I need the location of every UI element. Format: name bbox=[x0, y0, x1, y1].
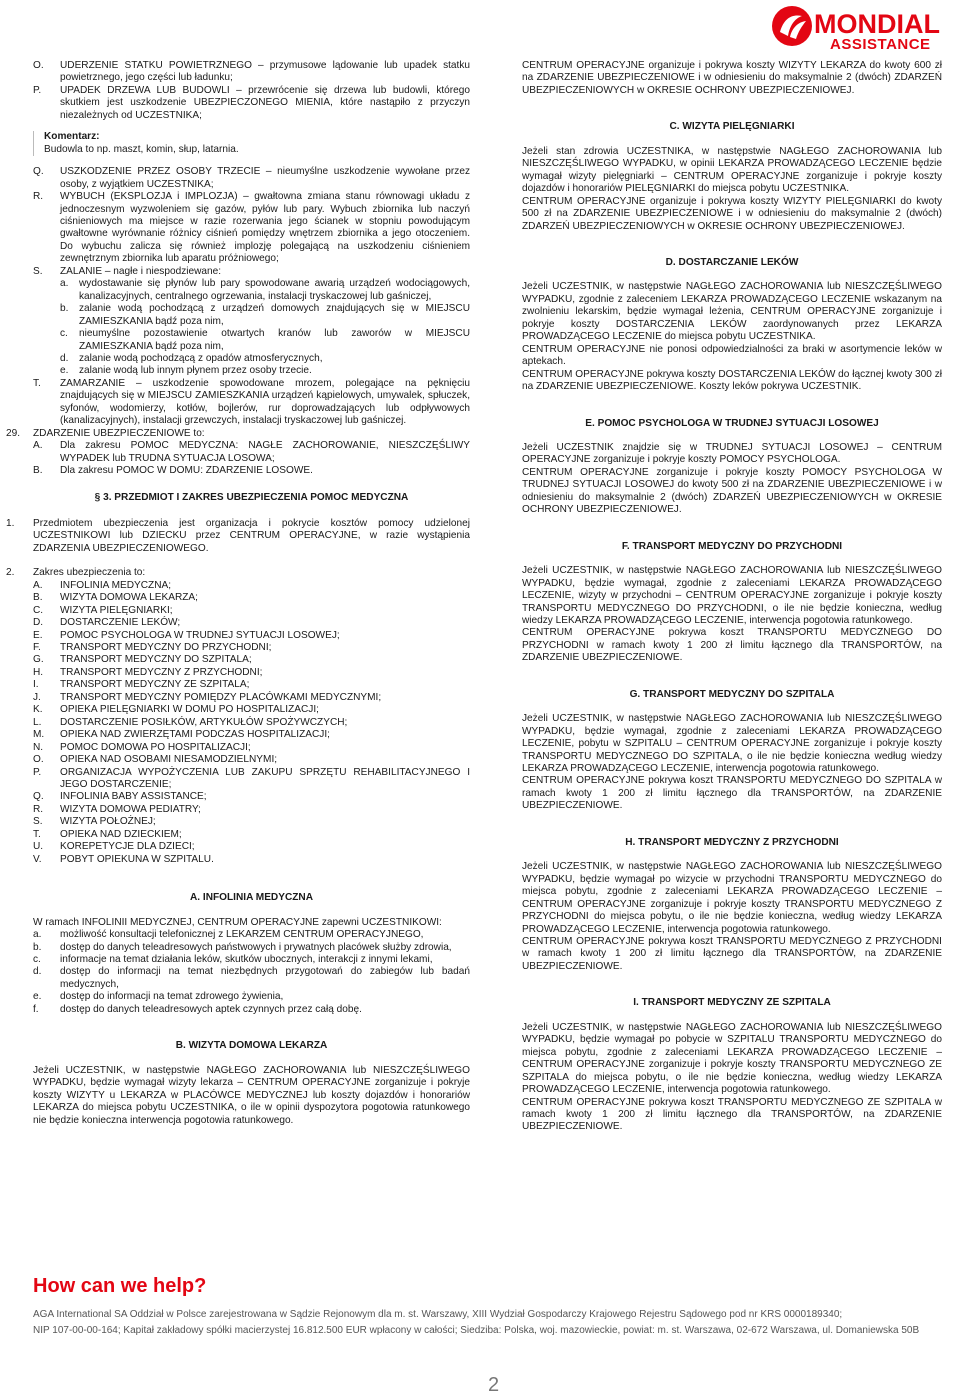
paragraph: CENTRUM OPERACYJNE zorganizuje i pokryje koszty POMOCY PSYCHOLOGA W TRUDNEJ SYTUACJI LOSOWEJ do kwoty 500 zł na ZDARZENIE UBEZPIECZENIOWE i w odniesieniu do maksymalnie 2 (dwóch) ZDARZEŃ UBEZPIECZENIOWYCH w OKRESIE OCHRONY UBEZPIECZENIOWEJ. bbox=[522, 466, 942, 516]
section-heading: G. TRANSPORT MEDYCZNY DO SZPITALA bbox=[629, 688, 835, 700]
paragraph: CENTRUM OPERACYJNE pokrywa koszt TRANSPORTU MEDYCZNEGO DO SZPITALA w ramach kwoty 1 200 zł limitu łącznego dla TRANSPORTÓW, na ZDARZENIE UBEZPIECZENIOWE. bbox=[522, 775, 942, 812]
list-item-marker: A. bbox=[33, 579, 43, 591]
list-item: c. nieumyślne pozostawienie otwartych kranów lub zaworów w MIEJSCU ZAMIESZKANIA bądź poza nim, bbox=[60, 328, 470, 352]
list-item-text: POBYT OPIEKUNA W SZPITALU. bbox=[60, 853, 214, 865]
help-heading: How can we help? bbox=[33, 1275, 207, 1297]
list-item-marker: T. bbox=[33, 828, 41, 840]
list-item bbox=[33, 841, 470, 853]
brand-name-line1: MONDIAL bbox=[814, 9, 940, 39]
list-item: 2. Zakres ubezpieczenia to: bbox=[6, 567, 146, 579]
brand-name-line2: ASSISTANCE bbox=[830, 36, 931, 53]
list-item bbox=[33, 829, 470, 841]
list-item-marker: d. bbox=[33, 966, 42, 978]
list-item-marker: H. bbox=[33, 666, 44, 678]
list-item-text: dostęp do danych teleadresowych aptek czynnych przez całą dobę. bbox=[60, 1003, 362, 1015]
list-item: b. zalanie wodą pochodzącą z urządzeń domowych znajdujących się w MIEJSCU ZAMIESZKANIA bądź poza nim, bbox=[60, 303, 470, 327]
list-item-text: TRANSPORT MEDYCZNY ZE SZPITALA; bbox=[60, 679, 250, 691]
list-item-marker: O. bbox=[33, 754, 44, 766]
paragraph: CENTRUM OPERACYJNE pokrywa koszty DOSTARCZENIA LEKÓW do łącznej kwoty 300 zł na ZDARZENIE UBEZPIECZENIOWE. Koszty leków pokrywa UCZESTNIK. bbox=[522, 368, 942, 393]
section-heading: I. TRANSPORT MEDYCZNY ZE SZPITALA bbox=[633, 997, 831, 1009]
list-item bbox=[33, 605, 470, 617]
paragraph: Jeżeli UCZESTNIK znajdzie się w TRUDNEJ SYTUACJI LOSOWEJ – CENTRUM OPERACYJNE zorganizuje i pokryje koszty POMOCY PSYCHOLOGA. bbox=[522, 441, 942, 466]
paragraph: CENTRUM OPERACYJNE organizuje i pokrywa koszty WIZYTY PIELĘGNIARKI do kwoty 500 zł na ZDARZENIE UBEZPIECZENIOWE i w odniesieniu do maksymalnie 2 (dwóch) ZDARZEŃ UBEZPIECZENIOWYCH w OKRESIE OCHRONY UBEZPIECZENIOWEJ. bbox=[522, 195, 942, 232]
list-item-text: dostęp do informacji na temat niezbędnych przygotowań do zabiegów lub badań medycznych, bbox=[60, 966, 470, 990]
list-item-text: DOSTARCZENIE POSIŁKÓW, ARTYKUŁÓW SPOŻYWCZYCH; bbox=[60, 716, 348, 728]
list-item-marker: C. bbox=[33, 604, 44, 616]
list-item-marker: S. bbox=[33, 816, 43, 828]
list-item: e. zalanie wodą lub innym płynem przez osoby trzecie. bbox=[60, 365, 312, 377]
list-item bbox=[33, 767, 470, 792]
list-item: 29. ZDARZENIE UBEZPIECZENIOWE to: bbox=[6, 427, 205, 439]
list-item-marker: J. bbox=[33, 691, 41, 703]
list-item-marker: V. bbox=[33, 853, 42, 865]
list-item bbox=[33, 742, 470, 754]
paragraph: Jeżeli stan zdrowia UCZESTNIKA, w następstwie NAGŁEGO ZACHOROWANIA lub NIESZCZĘŚLIWEGO WYPADKU, w opinii LEKARZA PROWADZĄCEGO LECZENIE będzie wymagał wizyty pielęgniarki – CENTRUM OPERACYJNE zorganizuje i pokryje koszty dojazdów i honorariów PIELĘGNIARKI do miejsca pobytu UCZESTNIKA. bbox=[522, 145, 942, 195]
list-item-marker: L. bbox=[33, 716, 42, 728]
list-item: P. UPADEK DRZEWA LUB BUDOWLI – przewrócenie się drzewa lub budowli, którego skutkiem jest uszkodzenie UBEZPIECZONEGO MIENIA, które nastąpiło z przyczyn niezależnych od UCZESTNIKA; bbox=[33, 84, 470, 121]
list-item-text: WIZYTA POŁOŻNEJ; bbox=[60, 816, 156, 828]
list-item-text: TRANSPORT MEDYCZNY Z PRZYCHODNI; bbox=[60, 666, 263, 678]
list-item bbox=[33, 692, 470, 704]
list-item-text: ORGANIZACJA WYPOŻYCZENIA LUB ZAKUPU SPRZĘTU REHABILITACYJNEGO I JEGO DOSTARCZENIE; bbox=[60, 766, 470, 791]
list-item-text: informacje na temat działania leków, skutków ubocznych, interakcji z innymi lekami, bbox=[60, 954, 433, 965]
paragraph: Jeżeli UCZESTNIK, w następstwie NAGŁEGO ZACHOROWANIA lub NIESZCZĘŚLIWEGO WYPADKU, będzie wymagał po wizycie w przychodni TRANSPORTU MEDYCZNEGO do miejsca pobytu, zgodnie z zaleceniami LEKARZA PROWADZĄCEGO LECZENIE – CENTRUM OPERACYJNE zorganizuje i pokryje koszty TRANSPORTU MEDYCZNEGO Z PRZYCHODNI do miejsca pobytu, o ile nie będzie konieczna, według wiedzy LEKARZA PROWADZĄCEGO LECZENIE, interwencja pogotowia ratunkowego. bbox=[522, 861, 942, 935]
list-item-marker: B. bbox=[33, 592, 43, 604]
list-item bbox=[33, 954, 470, 966]
list-item-text: możliwość konsultacji telefonicznej z LEKARZEM CENTRUM OPERACYJNEGO, bbox=[60, 929, 424, 941]
list-item-marker: R. bbox=[33, 803, 44, 815]
list-item-text: OPIEKA NAD ZWIERZĘTAMI PODCZAS HOSPITALIZACJI; bbox=[60, 729, 330, 741]
list-item bbox=[33, 704, 470, 716]
list-item: S. ZALANIE – nagłe i niespodziewane: bbox=[33, 265, 222, 277]
list-item-marker: I. bbox=[33, 679, 39, 691]
list-item-text: dostęp do danych teleadresowych państwowych i prywatnych placówek służby zdrowia, bbox=[60, 941, 452, 953]
paragraph: W ramach INFOLINII MEDYCZNEJ, CENTRUM OPERACYJNE zapewni UCZESTNIKOWI: bbox=[33, 916, 442, 928]
list-item bbox=[33, 942, 470, 954]
list-item: A. Dla zakresu POMOC MEDYCZNA: NAGŁE ZACHOROWANIE, NIESZCZĘŚLIWY WYPADEK lub TRUDNA SYTUACJA LOSOWA; bbox=[33, 440, 470, 464]
list-item bbox=[33, 854, 470, 866]
list-item-marker: F. bbox=[33, 642, 41, 654]
list-item-text: OPIEKA PIELĘGNIARKI W DOMU PO HOSPITALIZACJI; bbox=[60, 704, 319, 716]
section-heading: F. TRANSPORT MEDYCZNY DO PRZYCHODNI bbox=[621, 540, 843, 552]
section-heading: C. WIZYTA PIELĘGNIARKI bbox=[669, 121, 795, 133]
list-item-marker: N. bbox=[33, 741, 44, 753]
list-item-marker: G. bbox=[33, 654, 44, 666]
list-item bbox=[33, 679, 470, 691]
list-item-marker: c. bbox=[33, 954, 41, 965]
list-item bbox=[33, 667, 470, 679]
list-item-marker: e. bbox=[33, 991, 42, 1003]
list-item-text: TRANSPORT MEDYCZNY DO PRZYCHODNI; bbox=[60, 642, 272, 654]
infoline-list bbox=[33, 929, 470, 1016]
scope-list bbox=[33, 580, 470, 866]
paragraph: Jeżeli UCZESTNIK, w następstwie NAGŁEGO ZACHOROWANIA lub NIESZCZĘŚLIWEGO WYPADKU, zgodnie z zaleceniem LEKARZA PROWADZĄCEGO LECZENIE wskazanym na zwolnieniu lekarskim, będzie wymagał leżenia, CENTRUM OPERACYJNE zorganizuje i pokryje koszty DOSTARCZENIA LEKÓW zaordynowanych przez LEKARZA PROWADZĄCEGO LECZENIE do miejsca pobytu UCZESTNIKA. bbox=[522, 281, 942, 343]
list-item-text: OPIEKA NAD OSOBAMI NIESAMODZIELNYMI; bbox=[60, 754, 278, 766]
list-item-marker: a. bbox=[33, 929, 42, 941]
list-item: Q. USZKODZENIE PRZEZ OSOBY TRZECIE – nieumyślne uszkodzenie wywołane przez osoby, z wyjątkiem UCZESTNIKA; bbox=[33, 166, 470, 190]
section-heading: B. WIZYTA DOMOWA LEKARZA bbox=[175, 1040, 328, 1052]
page-number: 2 bbox=[488, 1374, 500, 1396]
mondial-assistance-logo bbox=[770, 4, 955, 54]
list-item: T. ZAMARZANIE – uszkodzenie spowodowane mrozem, polegające na pęknięciu znajdujących się w MIEJSCU ZAMIESZKANIA urządzeń kąpielowych, umywalek, spłuczek, syfonów, wodomierzy, kotłów, bojlerów, rur doprowadzających lub odpływowych (kanalizacyjnych), instalacji grzewczych, instalacji tryskaczowej lub gaśniczej. bbox=[33, 377, 470, 427]
legal-line: NIP 107-00-00-164; Kapitał zakładowy spółki macierzystej 16.812.500 EUR wpłacony w całości; Siedziba: Polska, woj. mazowieckie, powiat: m. st. Warszawa, 02-672 Warszawa, ul. Domaniewska 50B bbox=[33, 1325, 920, 1336]
list-item-text: TRANSPORT MEDYCZNY POMIĘDZY PLACÓWKAMI MEDYCZNYMI; bbox=[60, 691, 382, 703]
list-item-marker: K. bbox=[33, 704, 43, 716]
list-item-text: OPIEKA NAD DZIECKIEM; bbox=[60, 828, 182, 840]
list-item-marker: M. bbox=[33, 729, 45, 741]
section-heading: A. INFOLINIA MEDYCZNA bbox=[190, 892, 313, 904]
list-item-marker: P. bbox=[33, 766, 42, 778]
list-item bbox=[33, 1004, 470, 1016]
list-item-marker: f. bbox=[33, 1003, 39, 1015]
list-item bbox=[33, 580, 470, 592]
list-item bbox=[33, 929, 470, 941]
list-item-marker: b. bbox=[33, 941, 42, 953]
left-column bbox=[6, 60, 470, 1127]
list-item-text: WIZYTA DOMOWA PEDIATRY; bbox=[60, 803, 201, 815]
list-item: R. WYBUCH (EKSPLOZJA i IMPLOZJA) – gwałtowna zmiana stanu równowagi układu z jednoczesnym wyzwoleniem się gazów, pyłów lub pary. Wybuch zbiornika lub naczyń ciśnieniowych ma miejsce w razie rozerwania jego ścianek w stopniu powodującym gwałtowne wyrównanie różnicy ciśnień pomiędzy wnętrzem zbiornika a jego otoczeniem. Do wybuchu zalicza się również implozję polegającą na uszkodzeniu ciśnieniem zewnętrznym zbiornika lub aparatu próżniowego; bbox=[33, 191, 470, 265]
list-item-text: dostęp do informacji na temat zdrowego żywienia, bbox=[60, 991, 284, 1003]
section-heading: E. POMOC PSYCHOLOGA W TRUDNEJ SYTUACJI LOSOWEJ bbox=[585, 417, 879, 429]
list-item bbox=[33, 754, 470, 766]
list-item bbox=[33, 816, 470, 828]
paragraph: CENTRUM OPERACYJNE nie ponosi odpowiedzialności za braki w asortymencie leków w aptekach. bbox=[522, 343, 942, 368]
list-item: B. Dla zakresu POMOC W DOMU: ZDARZENIE LOSOWE. bbox=[33, 465, 313, 477]
list-item-text: DOSTARCZENIE LEKÓW; bbox=[60, 617, 181, 629]
paragraph: Jeżeli UCZESTNIK, w następstwie NAGŁEGO ZACHOROWANIA lub NIESZCZĘŚLIWEGO WYPADKU, będzie wymagał, zgodnie z zaleceniami LEKARZA PROWADZĄCEGO LECZENIE, pobytu w SZPITALU – CENTRUM OPERACYJNE zorganizuje i pokryje koszty TRANSPORTU MEDYCZNEGO DO SZPITALA, o ile nie będzie konieczna według wiedzy LEKARZA PROWADZĄCEGO LECZENIE, interwencja pogotowia ratunkowego. bbox=[522, 713, 942, 775]
list-item bbox=[33, 630, 470, 642]
paragraph: Jeżeli UCZESTNIK, w następstwie NAGŁEGO ZACHOROWANIA lub NIESZCZĘŚLIWEGO WYPADKU, będzie wymagał, zgodnie z zaleceniami LEKARZA PROWADZĄCEGO LECZENIE, wizyty w przychodni – CENTRUM OPERACYJNE zorganizuje i pokryje koszty TRANSPORTU MEDYCZNEGO DO PRZYCHODNI, o ile nie będzie konieczna, według wiedzy LEKARZA PROWADZĄCEGO LECZENIE, interwencja pogotowia ratunkowego. bbox=[522, 565, 942, 626]
list-item bbox=[33, 804, 470, 816]
comment-title: Komentarz: bbox=[44, 131, 100, 143]
list-item: O. UDERZENIE STATKU POWIETRZNEGO – przymusowe lądowanie lub upadek statku powietrznego, jego części lub ładunku; bbox=[33, 60, 470, 84]
comment-box bbox=[33, 131, 470, 156]
list-item-marker: E. bbox=[33, 629, 43, 641]
right-column bbox=[522, 60, 942, 1134]
section-heading: D. DOSTARCZANIE LEKÓW bbox=[665, 256, 799, 268]
list-item-text: INFOLINIA MEDYCZNA; bbox=[60, 579, 172, 591]
list-item bbox=[33, 617, 470, 629]
list-item bbox=[33, 717, 470, 729]
list-item-text: TRANSPORT MEDYCZNY DO SZPITALA; bbox=[60, 654, 252, 666]
list-item bbox=[33, 991, 470, 1003]
list-item-marker: Q. bbox=[33, 791, 44, 803]
list-item-text: WIZYTA PIELĘGNIARKI; bbox=[60, 604, 173, 616]
paragraph: CENTRUM OPERACYJNE pokrywa koszt TRANSPORTU MEDYCZNEGO DO PRZYCHODNI w ramach kwoty 1 200 zł limitu łącznego dla TRANSPORTÓW, na ZDARZENIE UBEZPIECZENIOWE. bbox=[522, 627, 942, 664]
paragraph: CENTRUM OPERACYJNE pokrywa koszt TRANSPORTU MEDYCZNEGO Z PRZYCHODNI w ramach kwoty 1 200 zł limitu łącznego dla TRANSPORTÓW, na ZDARZENIE UBEZPIECZENIOWE. bbox=[522, 936, 942, 972]
section-heading: H. TRANSPORT MEDYCZNY Z PRZYCHODNI bbox=[625, 836, 839, 848]
list-item-marker: U. bbox=[33, 841, 44, 853]
list-item bbox=[33, 791, 470, 803]
legal-footer bbox=[33, 1307, 933, 1339]
paragraph: Jeżeli UCZESTNIK, w następstwie NAGŁEGO ZACHOROWANIA lub NIESZCZĘŚLIWEGO WYPADKU, będzie wymagał po pobycie w SZPITALU TRANSPORTU MEDYCZNEGO do miejsca pobytu, zgodnie z zaleceniami LEKARZA PROWADZĄCEGO LECZENIE – CENTRUM OPERACYJNE zorganizuje i pokryje koszty TRANSPORTU MEDYCZNEGO ZE SZPITALA do miejsca pobytu, o ile nie będzie konieczna, według wiedzy LEKARZA PROWADZĄCEGO LECZENIE, interwencja pogotowia ratunkowego. bbox=[522, 1021, 942, 1096]
list-item-text: INFOLINIA BABY ASSISTANCE; bbox=[60, 791, 207, 803]
paragraph: CENTRUM OPERACYJNE organizuje i pokrywa koszty WIZYTY LEKARZA do kwoty 600 zł na ZDARZENIE UBEZPIECZENIOWE i w odniesieniu do maksymalnie 2 (dwóch) ZDARZEŃ UBEZPIECZENIOWYCH w OKRESIE OCHRONY UBEZPIECZENIOWEJ. bbox=[522, 60, 942, 96]
list-item bbox=[33, 729, 470, 741]
list-item bbox=[33, 966, 470, 991]
list-item-marker: D. bbox=[33, 617, 44, 629]
list-item: a. wydostawanie się płynów lub pary spowodowane awarią urządzeń wodociągowych, kanalizacyjnych, centralnego ogrzewania, instalacji tryskaczowej lub gaśniczej, bbox=[60, 278, 470, 302]
list-item-text: POMOC PSYCHOLOGA W TRUDNEJ SYTUACJI LOSOWEJ; bbox=[60, 629, 340, 641]
legal-line: AGA International SA Oddział w Polsce zarejestrowana w Sądzie Rejonowym dla m. st. Warszawy, XIII Wydział Gospodarczy Krajowego Rejestru Sądowego pod nr KRS 0000189340; bbox=[33, 1309, 843, 1320]
logo-mark-icon bbox=[770, 4, 814, 48]
list-item-text: WIZYTA DOMOWA LEKARZA; bbox=[60, 592, 198, 604]
list-item-text: KOREPETYCJE DLA DZIECI; bbox=[60, 841, 195, 853]
list-item bbox=[33, 654, 470, 666]
section-heading: § 3. PRZEDMIOT I ZAKRES UBEZPIECZENIA POMOC MEDYCZNA bbox=[94, 491, 409, 503]
comment-text: Budowla to np. maszt, komin, słup, latarnia. bbox=[44, 143, 239, 155]
paragraph: Jeżeli UCZESTNIK, w następstwie NAGŁEGO ZACHOROWANIA lub NIESZCZĘŚLIWEGO WYPADKU, będzie wymagał wizyty lekarza – CENTRUM OPERACYJNE zorganizuje i pokryje koszty WIZYTY u LEKARZA w PLACÓWCE MEDYCZNEJ lub koszty dojazdów i honorariów LEKARZA do miejsca pobytu UCZESTNIKA, o ile w opinii dyspozytora pogotowia ratunkowego nie będzie konieczna interwencja pogotowia ratunkowego. bbox=[33, 1064, 470, 1126]
list-item bbox=[33, 642, 470, 654]
paragraph: CENTRUM OPERACYJNE pokrywa koszt TRANSPORTU MEDYCZNEGO ZE SZPITALA w ramach kwoty 1 200 zł limitu łącznego dla TRANSPORTÓW, na ZDARZENIE UBEZPIECZENIOWE. bbox=[522, 1096, 942, 1133]
list-item: d. zalanie wodą pochodzącą z opadów atmosferycznych, bbox=[60, 352, 323, 364]
list-item bbox=[33, 592, 470, 604]
list-item: 1. Przedmiotem ubezpieczenia jest organizacja i pokrycie kosztów pomocy udzielonej UCZESTNIKOWI lub DZIECKU przez CENTRUM OPERACYJNE, w razie wystąpienia ZDARZENIA UBEZPIECZENIOWEGO. bbox=[6, 517, 470, 554]
list-item-text: POMOC DOMOWA PO HOSPITALIZACJI; bbox=[60, 741, 251, 753]
